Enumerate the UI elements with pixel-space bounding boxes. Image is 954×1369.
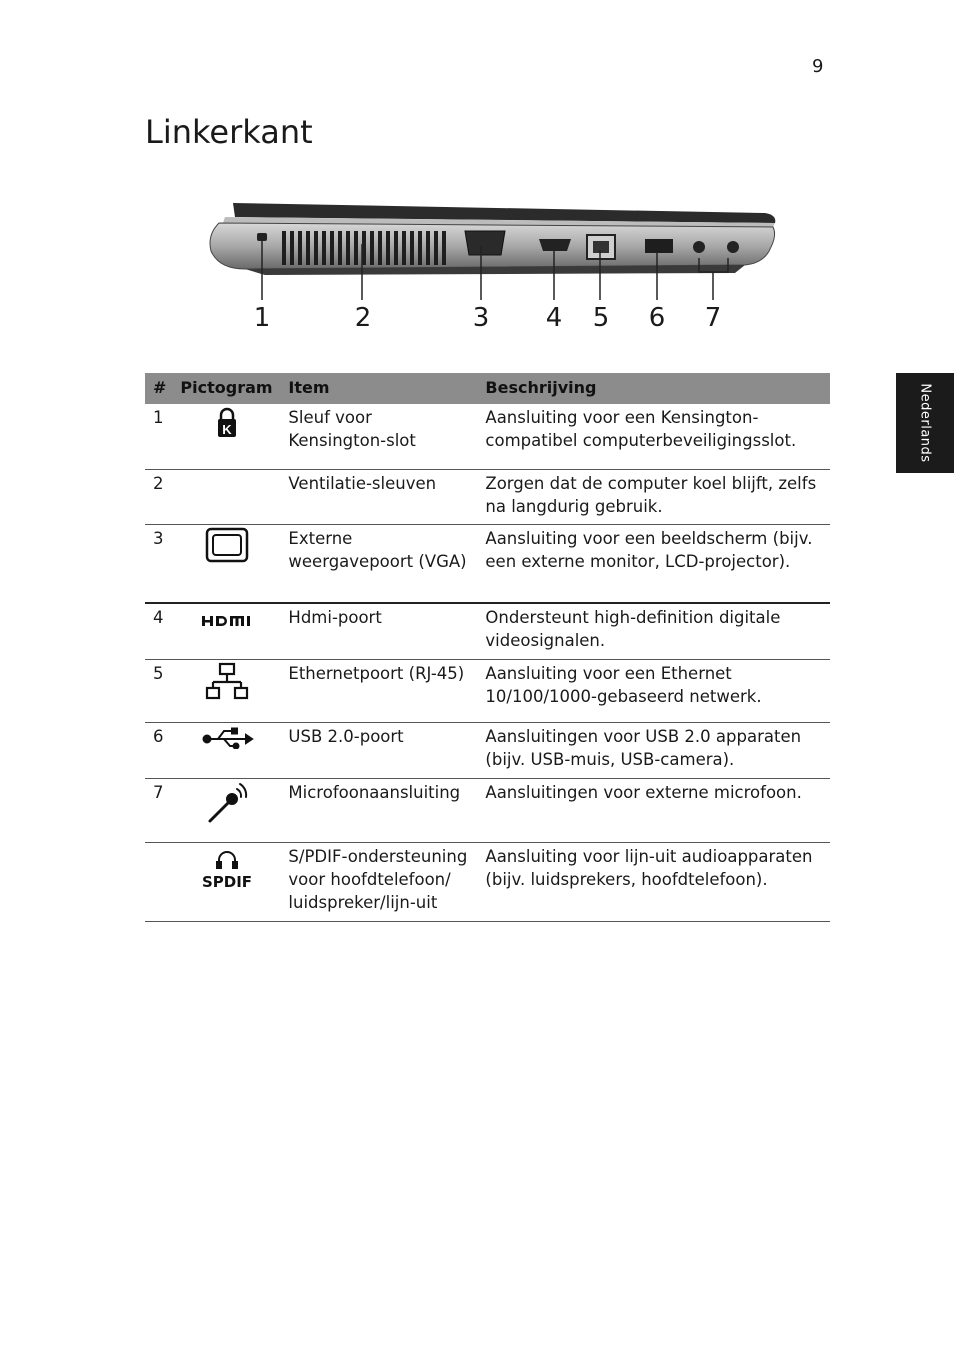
callout-5: 5	[592, 303, 610, 333]
callout-7: 7	[704, 303, 722, 333]
row-description: Aansluiting voor lijn-uit audioapparaten (bijv. luidsprekers, hoofdtelefoon).	[477, 842, 830, 921]
row-item: S/PDIF-ondersteuning voor hoofdtelefoon/ luidspreker/lijn-uit	[280, 842, 477, 921]
row-item: Ventilatie-sleuven	[280, 469, 477, 524]
headphone-spdif-icon	[180, 845, 274, 891]
callout-6: 6	[648, 303, 666, 333]
row-number: 3	[145, 524, 172, 603]
row-icon	[172, 404, 280, 469]
ports-table	[145, 373, 830, 922]
callout-2: 2	[354, 303, 372, 333]
row-icon	[172, 603, 280, 659]
table-row	[145, 659, 830, 722]
kensington-lock-icon	[180, 406, 274, 438]
row-description: Ondersteunt high-definition digitale videosignalen.	[477, 603, 830, 659]
row-item: USB 2.0-poort	[280, 722, 477, 778]
row-number: 4	[145, 603, 172, 659]
row-number: 5	[145, 659, 172, 722]
table-row	[145, 778, 830, 842]
row-icon	[172, 842, 280, 921]
row-description: Aansluiting voor een Ethernet 10/100/1000-gebaseerd netwerk.	[477, 659, 830, 722]
language-tab-label: Nederlands	[917, 383, 933, 463]
row-icon	[172, 722, 280, 778]
row-item: Sleuf voor Kensington-slot	[280, 404, 477, 469]
table-header-row	[145, 373, 830, 404]
table-row	[145, 603, 830, 659]
row-number: 6	[145, 722, 172, 778]
ethernet-icon	[180, 662, 274, 702]
callout-1: 1	[253, 303, 271, 333]
page-number: 9	[812, 56, 824, 77]
table-row	[145, 842, 830, 921]
header-pictogram: Pictogram	[172, 373, 280, 404]
row-icon	[172, 469, 280, 524]
spdif-label: SPDIF	[202, 872, 253, 891]
usb-icon	[180, 725, 274, 749]
table-row	[145, 404, 830, 469]
table-row	[145, 469, 830, 524]
callout-4: 4	[545, 303, 563, 333]
row-item: Microfoonaansluiting	[280, 778, 477, 842]
callout-3: 3	[472, 303, 490, 333]
row-icon	[172, 524, 280, 603]
table-row	[145, 722, 830, 778]
row-description: Aansluitingen voor USB 2.0 apparaten (bijv. USB-muis, USB-camera).	[477, 722, 830, 778]
language-tab	[896, 373, 954, 473]
row-description: Aansluiting voor een beeldscherm (bijv. een externe monitor, LCD-projector).	[477, 524, 830, 603]
row-number: 1	[145, 404, 172, 469]
row-number	[145, 842, 172, 921]
vga-port-icon	[180, 527, 274, 563]
row-item: Hdmi-poort	[280, 603, 477, 659]
row-description: Aansluitingen voor externe microfoon.	[477, 778, 830, 842]
header-number: #	[145, 373, 172, 404]
row-item: Ethernetpoort (RJ-45)	[280, 659, 477, 722]
row-icon	[172, 659, 280, 722]
header-item: Item	[280, 373, 477, 404]
row-number: 2	[145, 469, 172, 524]
header-description: Beschrijving	[477, 373, 830, 404]
row-description: Zorgen dat de computer koel blijft, zelfs na langdurig gebruik.	[477, 469, 830, 524]
svg-text:K: K	[222, 422, 233, 437]
table-row	[145, 524, 830, 603]
row-icon	[172, 778, 280, 842]
page-title: Linkerkant	[145, 113, 313, 151]
hdmi-icon	[180, 606, 274, 630]
row-description: Aansluiting voor een Kensington-compatibel computerbeveiligingsslot.	[477, 404, 830, 469]
laptop-left-side-illustration	[205, 195, 780, 280]
row-number: 7	[145, 778, 172, 842]
row-item: Externe weergavepoort (VGA)	[280, 524, 477, 603]
microphone-icon	[180, 781, 274, 825]
